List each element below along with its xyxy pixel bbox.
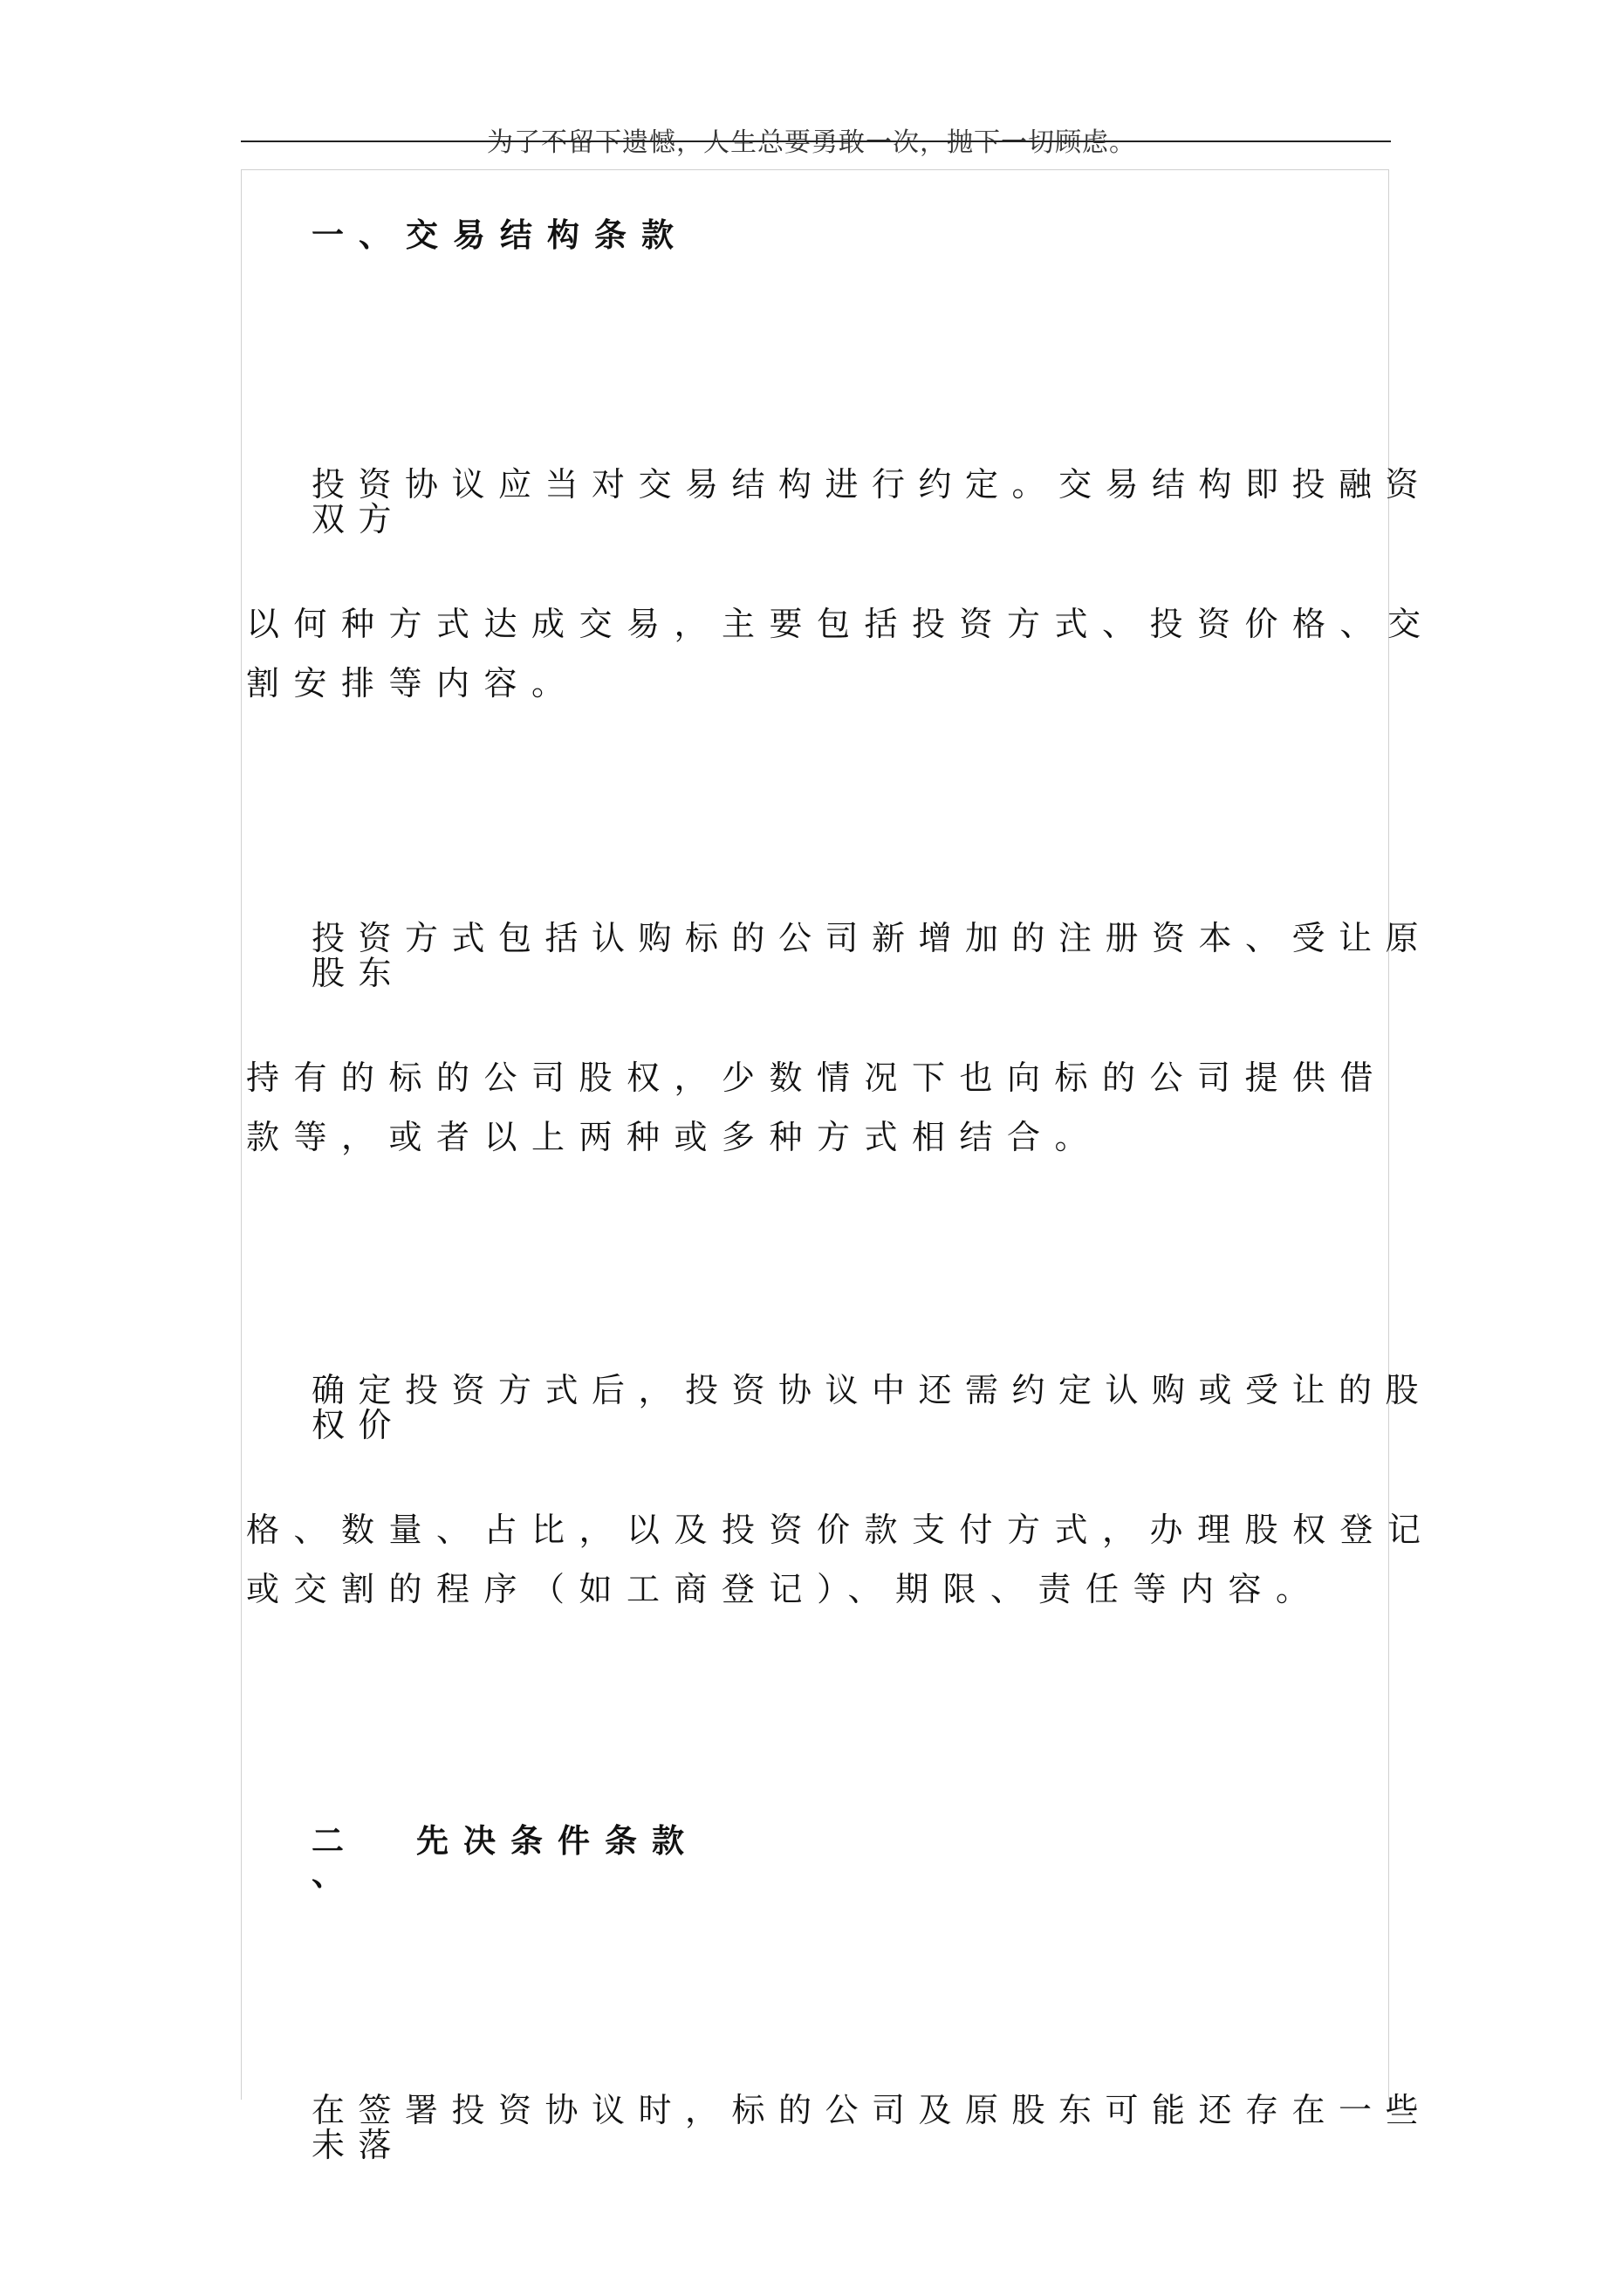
paragraph-3-first-line: 确定投资方式后，投资协议中还需约定认购或受让的股 [312,1371,1433,1409]
section-heading-2-number: 二 [312,1822,344,1860]
section-heading-2-title: 先决条件条款 [416,1822,699,1860]
page-header-text: 为了不留下遗憾，人生总要勇敢一次，抛下一切顾虑。 [487,127,1136,158]
paragraph-1-first-line: 投资协议应当对交易结构进行约定。交易结构即投融资 [312,465,1433,504]
paragraph-4-first-line: 在签署投资协议时，标的公司及原股东可能还存在一些 [312,2091,1433,2129]
paragraph-3-line-1: 格、数量、占比，以及投资价款支付方式，办理股权登记 [246,1511,1435,1549]
paragraph-2-line-1: 持有的标的公司股权，少数情况下也向标的公司提供借 [246,1059,1388,1097]
section-heading-2-mark: 、 [312,1855,344,1893]
paragraph-2-first-line: 投资方式包括认购标的公司新增加的注册资本、受让原 [312,919,1433,957]
frame-top-border [241,169,1389,170]
paragraph-1-first-line-wrap: 双方 [312,500,406,538]
paragraph-1-line-1: 以何种方式达成交易，主要包括投资方式、投资价格、交 [246,605,1435,643]
paragraph-2-line-2: 款等，或者以上两种或多种方式相结合。 [246,1118,1103,1156]
section-heading-1: 一、交易结构条款 [312,216,688,254]
paragraph-1-line-2: 割安排等内容。 [246,664,579,703]
paragraph-2-first-line-wrap: 股东 [312,954,406,992]
frame-right-border [1388,169,1389,2100]
paragraph-3-first-line-wrap: 权价 [312,1406,406,1444]
paragraph-3-line-2: 或交割的程序（如工商登记）、期限、责任等内容。 [246,1570,1324,1608]
frame-left-border [241,169,242,2100]
paragraph-4-first-line-wrap: 未落 [312,2126,406,2164]
header-rule [241,141,1391,142]
